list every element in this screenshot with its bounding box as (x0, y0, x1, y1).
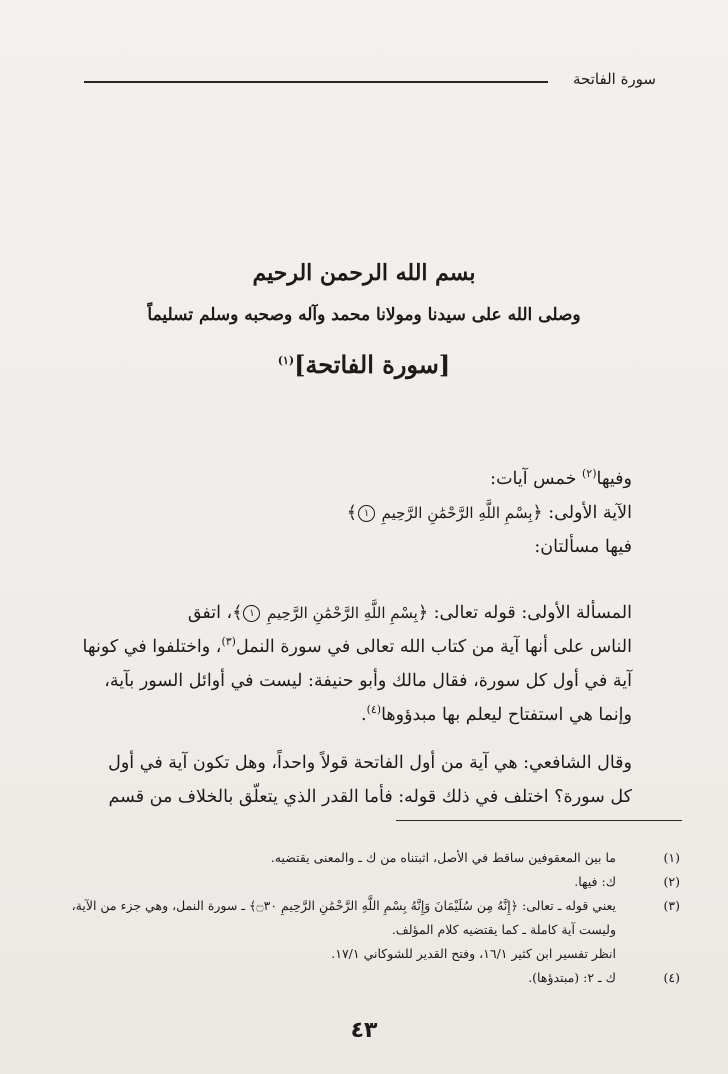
issue-label: المسألة الأولى: قوله تعالى: (428, 603, 632, 623)
paragraph-line: وقال الشافعي: هي آية من أول الفاتحة قولاً واحداً، وهل تكون آية في أول (108, 753, 632, 773)
footnote-number: (٤) (663, 970, 680, 985)
quran-text: بِسْمِ اللَّهِ الرَّحْمَٰنِ الرَّحِيمِ (381, 504, 533, 522)
paragraph-line (96, 596, 632, 630)
footnotes (60, 846, 680, 990)
running-header-title: سورة الفاتحة (573, 70, 656, 88)
footnote-ref: (٤) (366, 703, 382, 717)
ornate-bracket: ﴾ (346, 503, 358, 523)
paragraph-text: وإنما هي استفتاح ليعلم بها مبدؤوها (381, 705, 632, 725)
footnote-item (60, 942, 680, 966)
paragraph-line (82, 630, 632, 664)
footnote-number: (٢) (663, 874, 680, 889)
verse-number-marker: ١ (243, 605, 260, 622)
footnote-text: ك ـ ٢: (مبتدؤها). (528, 970, 616, 985)
footnote-separator (396, 820, 682, 821)
footnote-ref: (٢) (581, 467, 597, 481)
ornate-bracket: ﴿ (532, 503, 543, 523)
footnote-text: ما بين المعقوفين ساقط في الأصل، اثبتناه من ك ـ والمعنى يقتضيه. (270, 850, 616, 865)
paragraph-line: كل سورة؟ اختلف في ذلك قوله: فأما القدر الذي يتعلّق بالخلاف من قسم (108, 787, 632, 807)
main-text-block (96, 462, 632, 564)
verse-number-marker: ١ (358, 505, 375, 522)
paragraph-line (96, 698, 632, 732)
footnote-ref: (١) (277, 354, 295, 367)
basmala-heading: بسم الله الرحمن الرحيم (252, 260, 476, 286)
paragraph-text: الناس على أنها آية من كتاب الله تعالى في سورة النمل (235, 637, 632, 657)
intro-text: وفيها (596, 469, 632, 489)
quran-text: بِسْمِ اللَّهِ الرَّحْمَٰنِ الرَّحِيمِ (267, 604, 418, 622)
shafii-paragraph (96, 746, 632, 814)
footnote-item (60, 846, 680, 870)
verse-label: الآية الأولى: (542, 503, 632, 523)
issues-heading: فيها مسألتان: (534, 537, 632, 557)
footnote-item (60, 894, 680, 942)
paragraph-line: آية في أول كل سورة، فقال مالك وأبو حنيفة: ليست في أوائل السور بآية، (104, 671, 632, 691)
surah-title-text: [سورة الفاتحة] (294, 350, 451, 379)
running-header (84, 66, 656, 92)
intro-line (96, 462, 632, 496)
surah-title (0, 350, 728, 379)
ornate-bracket: ﴾، اتفق (187, 603, 243, 623)
verse-one-line (96, 496, 632, 530)
footnote-text: انظر تفسير ابن كثير ١٦/١، وفتح القدير للشوكاني ١٧/١. (331, 946, 616, 961)
footnote-item (60, 870, 680, 894)
footnote-number: (٣) (663, 898, 680, 913)
paragraph-text: ، واختلفوا في كونها (82, 637, 222, 657)
footnote-number: (١) (663, 850, 680, 865)
footnote-item (60, 966, 680, 990)
footnote-text: ك: فيها. (574, 874, 616, 889)
paragraph-text: . (361, 705, 367, 725)
footnote-text: يعني قوله ـ تعالى: ﴿إِنَّهُ مِن سُلَيْمَانَ وَإِنَّهُ بِسْمِ اللَّهِ الرَّحْمَٰنِ الرَّحِيمِ ۝٣٠﴾ ـ سورة النمل، وهي جزء من الآية، وليست آية كاملة ـ كما يقتضيه كلام المؤلف. (71, 898, 616, 937)
issue-one-paragraph (82, 596, 632, 732)
page-number: ٤٣ (350, 1018, 378, 1043)
footnote-ref: (٣) (221, 635, 236, 649)
intro-rest: خمس آيات: (490, 469, 582, 489)
header-rule (84, 81, 548, 83)
salawat-line: وصلى الله على سيدنا ومولانا محمد وآله وصحبه وسلم تسليماً (147, 305, 581, 325)
ornate-bracket: ﴿ (417, 603, 429, 623)
